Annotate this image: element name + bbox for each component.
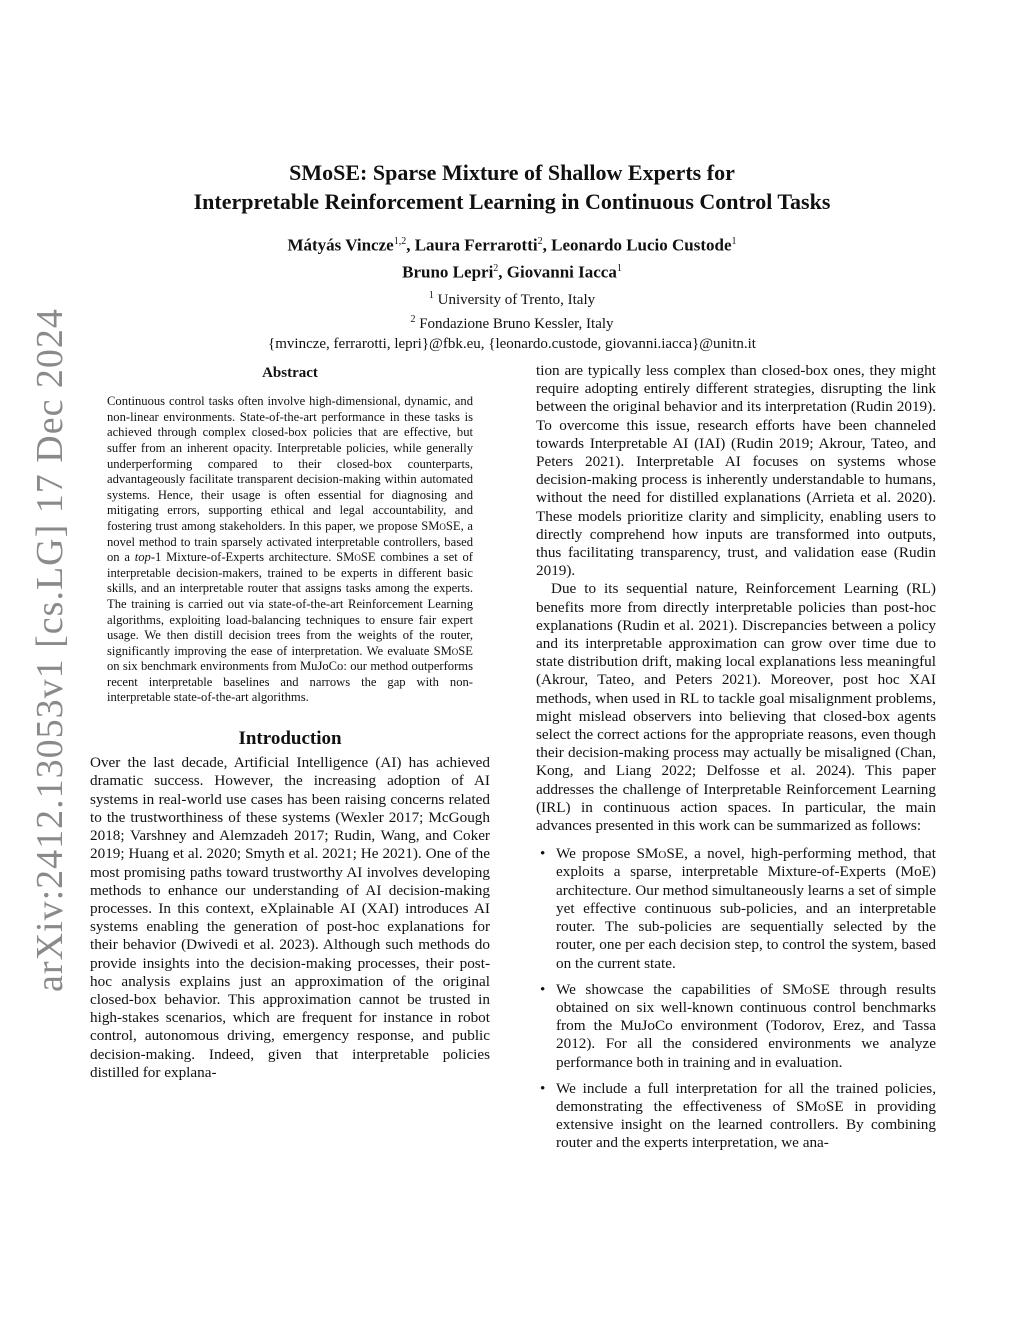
introduction-heading: Introduction <box>238 728 342 750</box>
abstract-heading: Abstract <box>262 365 318 381</box>
author-affil-mark: 2 <box>493 262 499 274</box>
abstract-emphasis: top <box>134 550 151 565</box>
list-item-text: We include a full interpretation for all the trained policies, demonstrating the effectiveness of <box>556 1079 936 1115</box>
author-name: , Laura Ferrarotti <box>406 235 538 255</box>
right-column <box>536 362 936 1161</box>
list-item-text: We showcase the capabilities of <box>556 980 783 998</box>
paper-title <box>0 158 1024 216</box>
left-column <box>90 362 490 1082</box>
affiliation-mark: 2 <box>410 314 416 326</box>
list-item-text: We propose <box>556 845 637 863</box>
abstract-segment: Continuous control tasks often involve high-dimensional, dynamic, and non-linear environments. State-of-the-art performance in these tasks is achieved through complex closed-box policies that are effective, but suffer from an inherent opacity. Interpretable policies, while generally underperforming compared to their closed-box counterparts, advantageously facilitate transparent decision-making within automated systems. Hence, their usage is often essential for diagnosing and mitigating errors, supporting ethical and legal accountability, and fostering trust among stakeholders. In this paper, we propose <box>107 394 473 533</box>
abstract-segment: on six benchmark environments from MuJoCo: our method outperforms recent interpretable baselines and narrows the gap with non-interpretable state-of-the-art algorithms. <box>107 659 473 705</box>
author-name: Mátyás Vincze <box>287 235 394 255</box>
introduction-paragraph-1-continued: tion are typically less complex than closed-box ones, they might require adopting entirely different strategies, disrupting the link between the original behavior and its interpretation (Rudin 2019). To overcome this issue, research efforts have been channeled towards Interpretable AI (IAI) (Rudin 2019; Akrour, Tateo, and Peters 2021). Interpretable AI focuses on systems whose decision-making process is inherently understandable to humans, without the need for distilled explanations (Arrieta et al. 2020). These models prioritize clarity and simplicity, enabling users to directly comprehend how inputs are transformed into outputs, thus facilitating transparency, trust, and validation ease (Rudin 2019). <box>536 362 936 580</box>
method-name: SMoSE <box>421 518 461 533</box>
list-item <box>536 981 936 1072</box>
list-item <box>536 1080 936 1153</box>
abstract-text <box>107 394 473 706</box>
method-name: SMoSE <box>796 1097 844 1115</box>
author-affil-mark: 1 <box>616 262 622 274</box>
introduction-paragraph-1: Over the last decade, Artificial Intelligence (AI) has achieved dramatic success. However, the increasing adoption of AI systems in real-world use cases has been raising concerns related to the trustworthiness of these systems (Wexler 2017; McGough 2018; Varshney and Alemzadeh 2017; Rudin, Wang, and Coker 2019; Huang et al. 2020; Smyth et al. 2021; He 2021). One of the most promising paths toward trustworthy AI involves developing methods to enhance our understanding of AI decision-making processes. In this context, eXplainable AI (XAI) introduces AI systems enabling the generation of post-hoc explanations for their behavior (Dwivedi et al. 2023). Although such methods do provide insights into the decision-making processes, their post-hoc analysis explains just an approximation of the original closed-box behavior. This approximation cannot be trusted in high-stakes scenarios, which are frequent for instance in robot control, autonomous driving, emergency response, and public decision-making. Indeed, given that interpretable policies distilled for explana- <box>90 754 490 1081</box>
list-item-text: , a novel, high-performing method, that exploits a sparse, interpretable Mixture-of-Experts (MoE) architecture. Our method simultaneously learns a set of simple yet effective continuous sub-policies, and an interpretable router. The sub-policies are sequentially selected by the router, one per each decision step, to control the system, based on the current state. <box>556 845 936 972</box>
author-affil-mark: 1 <box>731 236 737 247</box>
contributions-list <box>536 845 936 1152</box>
abstract-segment: , a novel method to train sparsely activated interpretable controllers, based on a <box>107 518 473 565</box>
affiliations <box>0 286 1024 354</box>
author-name: , Giovanni Iacca <box>498 262 617 282</box>
method-name: SMoSE <box>336 550 376 565</box>
title-line-1: SMoSE: Sparse Mixture of Shallow Experts for <box>289 160 735 185</box>
bullet-icon: • <box>540 845 546 863</box>
arxiv-identifier-text: arXiv:2412.13053v1 [cs.LG] 17 Dec 2024 <box>29 308 71 992</box>
abstract-segment: -1 Mixture-of-Experts architecture. <box>150 550 337 565</box>
affiliation-2: Fondazione Bruno Kessler, Italy <box>419 316 614 333</box>
list-item-text: in providing extensive insight on the learned controllers. By combining router and the experts interpretation, we ana- <box>556 1097 936 1152</box>
list-item-text: through results obtained on six well-known continuous control benchmarks from the MuJoCo environment (Todorov, Erez, and Tassa 2012). For all the considered environments we analyze performance both in training and in evaluation. <box>556 980 936 1071</box>
bullet-icon: • <box>540 980 546 998</box>
method-name: SMoSE <box>636 845 685 863</box>
paper-header <box>0 158 1024 354</box>
abstract-segment: combines a set of interpretable decision-makers, trained to be experts in different basic skills, and an interpretable router that assigns tasks among the experts. The training is carried out via state-of-the-art Reinforcement Learning algorithms, exploiting load-balancing techniques to ensure fair expert usage. We then distill decision trees from the weights of the router, significantly improving the ease of interpretation. We evaluate <box>107 550 473 658</box>
author-affil-mark: 2 <box>537 236 543 247</box>
arxiv-identifier-stamp <box>14 308 86 992</box>
author-name: , Leonardo Lucio Custode <box>542 235 732 255</box>
list-item <box>536 845 936 972</box>
author-emails: {mvincze, ferrarotti, lepri}@fbk.eu, {leonardo.custode, giovanni.iacca}@unitn.it <box>268 336 756 353</box>
introduction-paragraph-2: Due to its sequential nature, Reinforcement Learning (RL) benefits more from directly interpretable policies than post-hoc explanations (Rudin et al. 2021). Discrepancies between a policy and its interpretable approximation can grow over time due to state distribution drift, making local explanations less meaningful (Akrour, Tateo, and Peters 2021). Moreover, post hoc XAI methods, when used in RL to tackle goal misalignment problems, might mislead observers into believing that closed-box agents select the correct actions for the appropriate reasons, even though their decision-making process may actually be misaligned (Chan, Kong, and Liang 2022; Delfosse et al. 2024). This paper addresses the challenge of Interpretable Reinforcement Learning (IRL) in continuous action spaces. In particular, the main advances presented in this work can be summarized as follows: <box>536 580 936 835</box>
title-line-2: Interpretable Reinforcement Learning in Continuous Control Tasks <box>193 189 831 214</box>
author-list <box>0 230 1024 283</box>
author-affil-mark: 1,2 <box>393 236 407 247</box>
bullet-icon: • <box>540 1079 546 1097</box>
method-name: SMoSE <box>782 980 830 998</box>
method-name: SMoSE <box>433 643 473 658</box>
author-name: Bruno Lepri <box>402 262 494 282</box>
affiliation-mark: 1 <box>428 290 434 302</box>
affiliation-1: University of Trento, Italy <box>437 292 596 309</box>
